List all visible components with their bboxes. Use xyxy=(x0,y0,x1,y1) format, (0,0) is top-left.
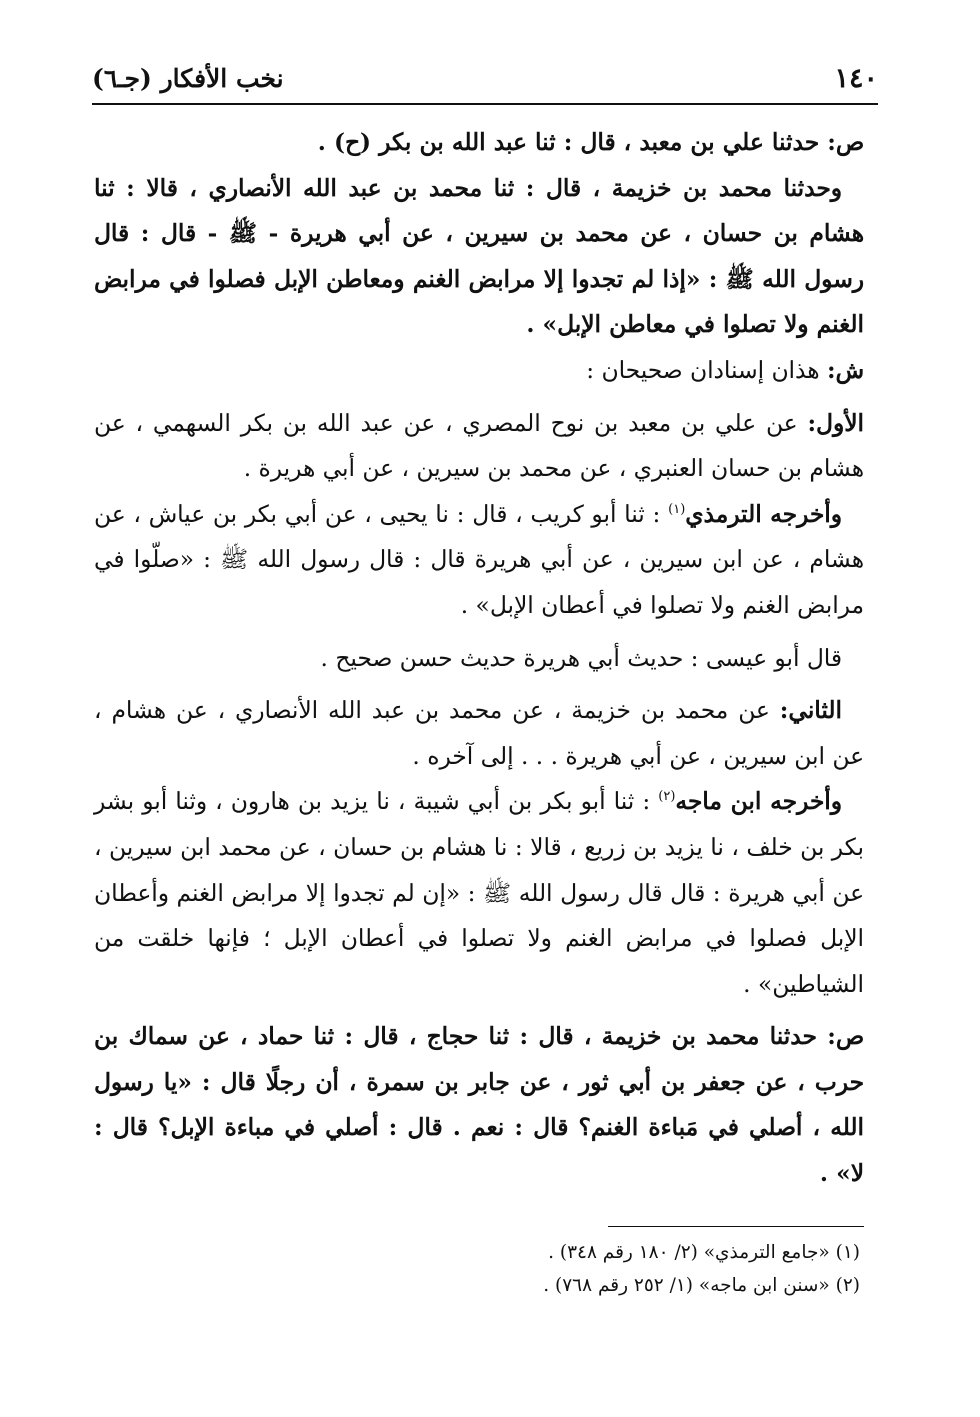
paragraph-text: : ثنا أبو كريب ، قال : نا يحيى ، عن أبي بكر بن عياش ، عن هشام ، عن ابن سيرين ، عن أبي هريرة قال : قال رسول الله ﷺ : «صلّوا في مرابض الغنم ولا تصلوا في أعطان الإبل» . xyxy=(94,500,864,619)
paragraph-marker: ص: xyxy=(827,1023,864,1051)
paragraph-marker: الأول: xyxy=(807,409,864,437)
paragraph-8 xyxy=(94,779,864,1007)
header-divider xyxy=(92,103,878,105)
paragraph-3 xyxy=(94,348,864,394)
footnote-ref-2: (٢) xyxy=(658,789,676,805)
footnote-divider xyxy=(608,1226,864,1227)
main-text xyxy=(94,120,864,1197)
paragraph-5 xyxy=(94,492,864,629)
paragraph-text: حدثنا علي بن معبد ، قال : ثنا عبد الله بن بكر (ح) . xyxy=(317,129,828,156)
running-title: نخب الأفكار (جـ٦) xyxy=(92,63,284,93)
paragraph-text: عن محمد بن خزيمة ، عن محمد بن عبد الله الأنصاري ، عن هشام ، عن ابن سيرين ، عن أبي هريرة . . . إلى آخره . xyxy=(94,697,864,770)
paragraph-text: عن علي بن معبد بن نوح المصري ، عن عبد الله بن بكر السهمي ، عن هشام بن حسان العنبري ، عن محمد بن سيرين ، عن أبي هريرة . xyxy=(94,409,864,483)
footnote-2: (٢) «سنن ابن ماجه» (١/ ٢٥٢ رقم ٧٦٨) . xyxy=(543,1275,860,1296)
footnote-1: (١) «جامع الترمذي» (٢/ ١٨٠ رقم ٣٤٨) . xyxy=(548,1242,860,1263)
paragraph-2 xyxy=(94,166,864,348)
page-header xyxy=(92,58,878,98)
paragraph-7 xyxy=(94,688,864,779)
paragraph-marker: ص: xyxy=(827,129,864,156)
paragraph-text: قال أبو عيسى : حديث أبي هريرة حديث حسن صحيح . xyxy=(320,644,842,672)
paragraph-9 xyxy=(94,1014,864,1196)
paragraph-marker: الثاني: xyxy=(779,697,842,725)
paragraph-1 xyxy=(94,120,864,166)
paragraph-marker: ش: xyxy=(826,356,864,384)
paragraph-4 xyxy=(94,401,864,492)
paragraph-text: هذان إسنادان صحيحان : xyxy=(586,356,827,384)
paragraph-text: وحدثنا محمد بن خزيمة ، قال : ثنا محمد بن عبد الله الأنصاري ، قالا : ثنا هشام بن حسان ، عن محمد بن سيرين ، عن أبي هريرة - ﷺ - قال : قال رسول الله ﷺ : «إذا لم تجدوا إلا مرابض الغنم ومعاطن الإبل فصلوا في مرابض الغنم ولا تصلوا في معاطن الإبل» . xyxy=(94,174,864,339)
page-number: ١٤٠ xyxy=(834,62,878,94)
paragraph-text: حدثنا محمد بن خزيمة ، قال : ثنا حجاج ، قال : ثنا حماد ، عن سماك بن حرب ، عن جعفر بن أبي ثور ، عن جابر بن سمرة ، أن رجلًا قال : «يا رسول الله ، أصلي في مَباءة الغنم؟ قال : نعم . قال : أصلي في مباءة الإبل؟ قال : لا» . xyxy=(94,1023,864,1188)
paragraph-marker: وأخرجه ابن ماجه xyxy=(675,788,842,816)
footnotes xyxy=(94,1236,860,1302)
paragraph-text: : ثنا أبو بكر بن أبي شيبة ، نا يزيد بن هارون ، وثنا أبو بشر بكر بن خلف ، نا يزيد بن زريع ، قالا : نا هشام بن حسان ، عن محمد ابن سيرين ، عن أبي هريرة : قال قال رسول الله ﷺ : «إن لم تجدوا إلا مرابض الغنم وأعطان الإبل فصلوا في مرابض الغنم ولا تصلوا في أعطان الإبل ؛ فإنها خلقت من الشياطين» . xyxy=(94,788,864,998)
footnote-ref-1: (١) xyxy=(668,501,686,517)
paragraph-marker: وأخرجه الترمذي xyxy=(685,500,842,528)
paragraph-6 xyxy=(94,636,864,682)
